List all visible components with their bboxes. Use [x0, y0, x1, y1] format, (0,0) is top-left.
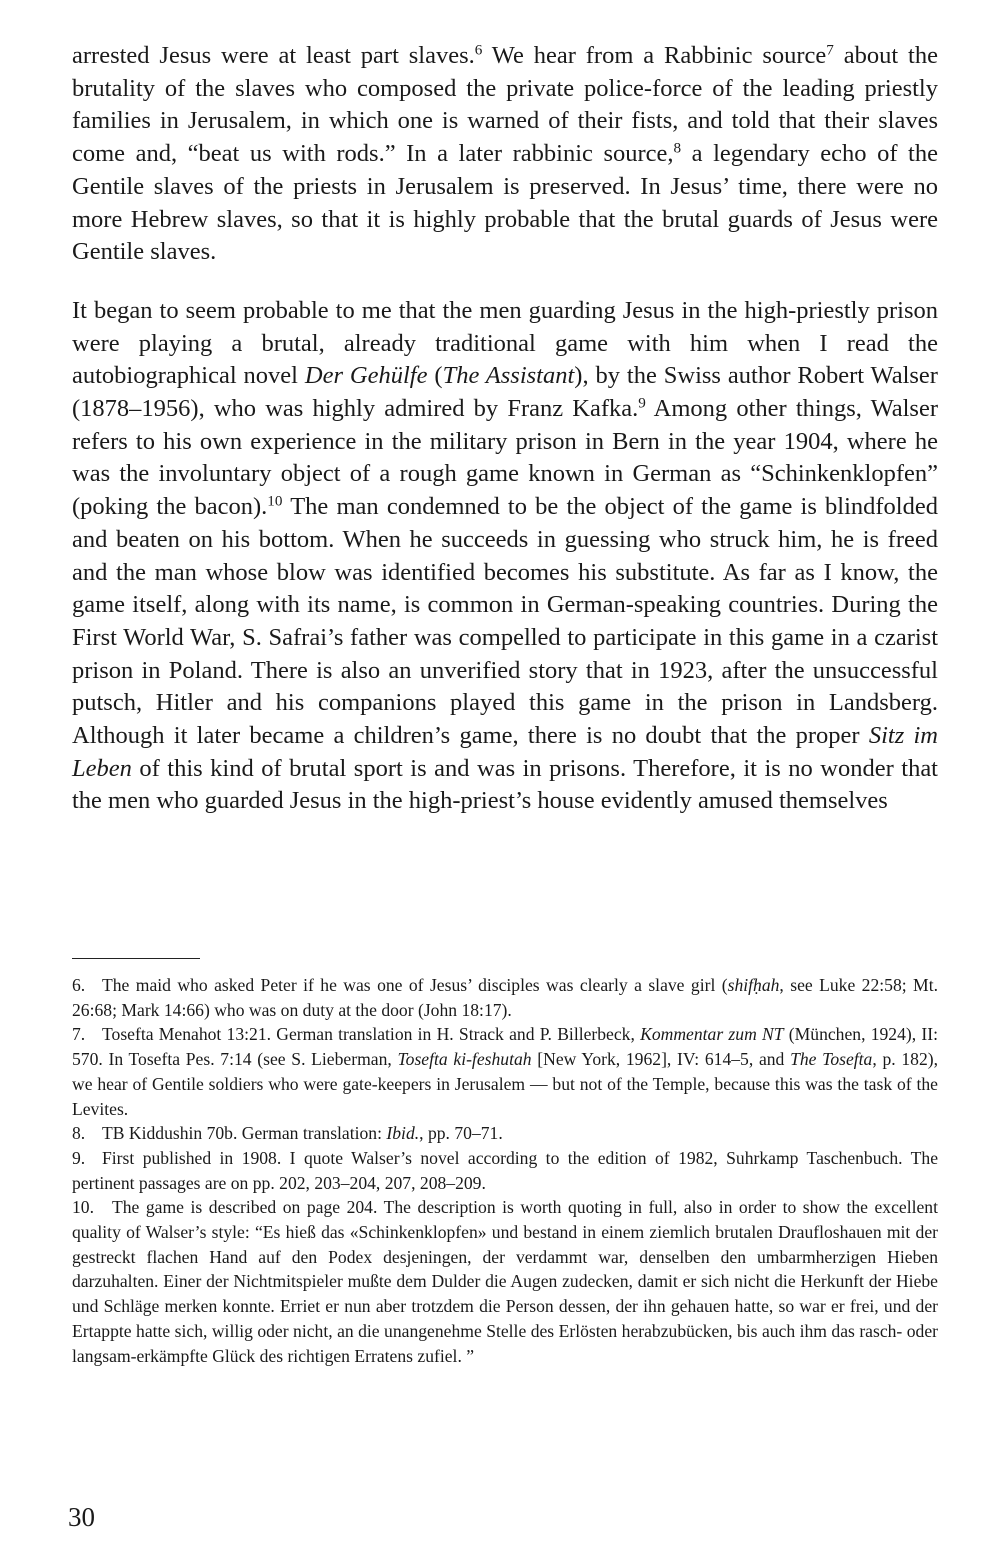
- term-sitz-im-leben: Sitz im Leben: [72, 722, 938, 782]
- book-title-der-gehuelfe: Der Gehülfe: [304, 362, 428, 390]
- footnote-ref-8[interactable]: 8: [673, 139, 682, 157]
- footnote-number: 9.: [72, 1147, 86, 1168]
- footnote-number: 6.: [72, 975, 86, 995]
- footnote-8: 8. TB Kiddushin 70b. German translation: Ibid., pp. 70–71.: [72, 1121, 938, 1146]
- main-text: [72, 40, 938, 818]
- footnote-divider: [72, 958, 200, 959]
- footnote-ref-9[interactable]: 9: [638, 394, 646, 412]
- footnote-ref-7[interactable]: 7: [826, 41, 834, 59]
- footnotes: [72, 973, 938, 1368]
- body-text: [72, 40, 938, 818]
- footnote-number: 8.: [72, 1123, 86, 1144]
- footnote-9: 9. First published in 1908. I quote Walser’s novel according to the edition of 1982, Suhrkamp Taschenbuch. The pertinent passages are on pp. 202, 203–204, 207, 208–209.: [72, 1147, 938, 1193]
- paragraph-2: It began to seem probable to me that the men guarding Jesus in the high-priestly prison were playing a brutal, already traditional game with him when I read the autobiographical novel Der Gehülfe (The Assistant), by the Swiss author Robert Walser (1878–1956), who was highly admired by Franz Kafka.$^9$ Among other things, Walser refers to his own experience in the military prison in Bern in the year 1904, where he was the involuntary object of a rough game known in German as “Schinkenklopfen” (poking the bacon).$^{10}$ The man condemned to be the object of the game is blindfolded and beaten on his bottom. When he succeeds in guessing who struck him, he is freed and the man whose blow was identified becomes his substitute. As far as I know, the game itself, along with its name, is common in German-speaking countries. During the First World War, S. Safrai’s father was compelled to participate in this game in a czarist prison in Poland. There is also an unverified story that in 1923, after the unsuccessful putsch, Hitler and his companions played this game in the prison in Landsberg. Although it later became a children’s game, there is no doubt that the proper Sitz im Leben of this kind of brutal sport is and was in prisons. Therefore, it is no wonder that the men who guarded Jesus in the high-priest’s house evidently amused themselves: [72, 296, 938, 815]
- paragraph-1: arrested Jesus were at least part slaves.$^6$ We hear from a Rabbinic source$^7$ about the brutality of the slaves who composed the private police-force of the leading priestly families in Jerusalem, in which one is warned of their fists, and told that their slaves come and, “beat us with rods.” In a later rabbinic source,$^8$ a legendary echo of the Gentile slaves of the priests in Jerusalem is preserved. In Jesus’ time, there were no more Hebrew slaves, so that it is highly probable that the brutal guards of Jesus were Gentile slaves.: [72, 41, 938, 266]
- footnote-6: 6. The maid who asked Peter if he was one of Jesus’ disciples was clearly a slave girl (shifḥah, see Luke 22:58; Mt. 26:68; Mark 14:66) who was on duty at the door (John 18:17).: [72, 975, 938, 1020]
- footnote-number: 7.: [72, 1024, 86, 1045]
- page-number: 30: [68, 1502, 95, 1532]
- footnote-10: 10. The game is described on page 204. The description is worth quoting in full, also in order to show the excellent quality of Walser’s style: “Es hieß das «Schinkenklopfen» und bestand in einem ziemlich brutalen Draufloshauen mit der gestreckt flachen Hand auf den Podex desjeningen, der verdammt war, denselben den umbarmherzigen Hieben darzuhalten. Einer der Nichtmitspieler mußte dem Dulder die Augen zudecken, damit er sich nicht die Herkunft der Hiebe und Schläge merken konnte. Erriet er nun aber trotzdem die Person dessen, der ihn gehauen hatte, so war er frei, und der Ertappte hatte sich, willig oder nicht, an die unangenehme Stelle des Erlösten herabzubücken, bis auch ihm das rasch- oder langsam-erkämpfte Glück des richtigen Erratens zufiel. ”: [72, 1197, 938, 1366]
- book-title-the-assistant: The Assistant: [442, 362, 575, 390]
- footnote-ref-10[interactable]: 10: [267, 492, 283, 510]
- footnote-number: 10.: [72, 1197, 94, 1218]
- footnote-7: 7. Tosefta Menahot 13:21. German translation in H. Strack and P. Billerbeck, Kommentar zum NT (München, 1924), II: 570. In Tosefta Pes. 7:14 (see S. Lieberman, Tosefta ki-feshutah [New York, 1962], IV: 614–5, and The Tosefta, p. 182), we hear of Gentile soldiers who were gate-keepers in Jerusalem — but not of the Temple, because this was the task of the Levites.: [72, 1024, 939, 1119]
- footnote-ref-6[interactable]: 6: [474, 41, 483, 59]
